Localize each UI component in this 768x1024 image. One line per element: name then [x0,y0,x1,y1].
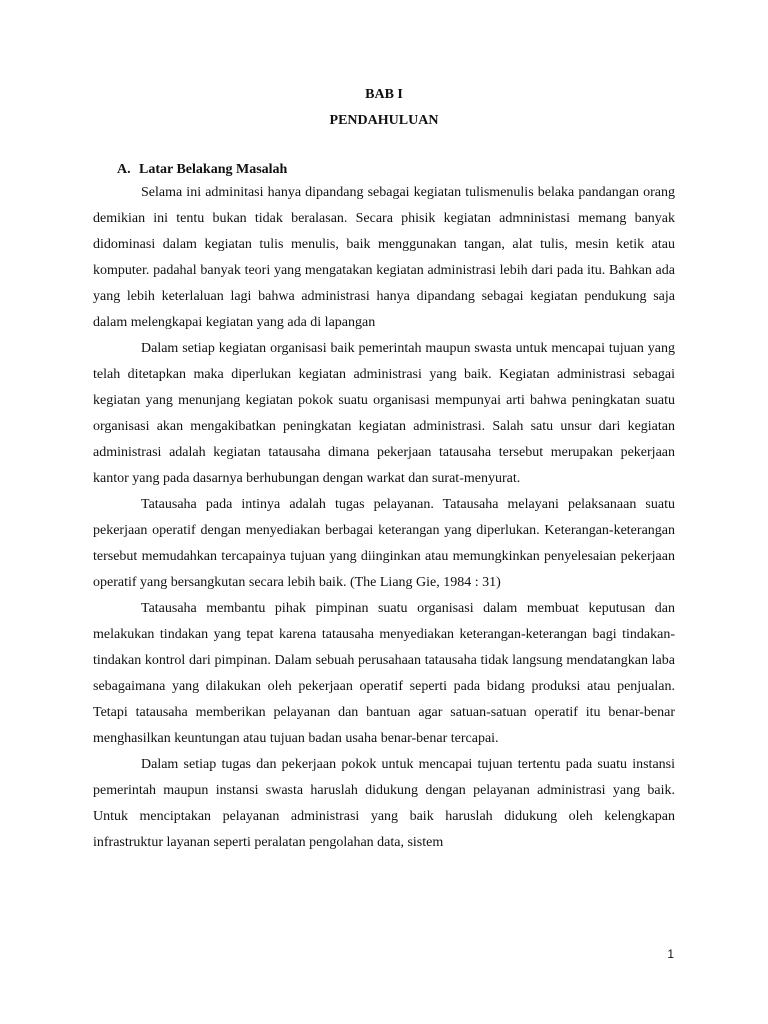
paragraph: Dalam setiap kegiatan organisasi baik pemerintah maupun swasta untuk mencapai tujuan yang telah ditetapkan maka diperlukan kegiatan administrasi yang baik. Kegiatan administrasi sebagai kegiatan yang menunjang kegiatan pokok suatu organisasi mempunyai arti bahwa peningkatan suatu organisasi akan mengakibatkan peningkatan kegiatan administrasi. Salah satu unsur dari kegiatan administrasi adalah kegiatan tatausaha dimana pekerjaan tatausaha tersebut merupakan pekerjaan kantor yang pada dasarnya berhubungan dengan warkat dan surat-menyurat. [93,341,675,486]
paragraph: Selama ini adminitasi hanya dipandang sebagai kegiatan tulismenulis belaka pandangan orang demikian ini tentu bukan tidak beralasan. Secara phisik kegiatan admninistasi memang banyak didominasi dalam kegiatan tulis menulis, baik menggunakan tangan, alat tulis, mesin ketik atau komputer. padahal banyak teori yang mengatakan kegiatan administrasi lebih dari pada itu. Bahkan ada yang lebih keterlaluan lagi bahwa administrasi hanya dipandang sebagai kegiatan pendukung saja dalam melengkapai kegiatan yang ada di lapangan [93,185,675,330]
paragraph: Tatausaha membantu pihak pimpinan suatu organisasi dalam membuat keputusan dan melakukan tindakan yang tepat karena tatausaha menyediakan keterangan-keterangan bagi tindakan-tindakan kontrol dari pimpinan. Dalam sebuah perusahaan tatausaha tidak langsung mendatangkan laba sebagaimana yang dilakukan oleh pekerjaan operatif seperti pada bidang produksi atau penjualan. Tetapi tatausaha memberikan pelayanan dan bantuan agar satuan-satuan operatif itu benar-benar menghasilkan keuntungan atau tujuan badan usaha benar-benar tercapai. [93,601,675,746]
paragraph: Dalam setiap tugas dan pekerjaan pokok untuk mencapai tujuan tertentu pada suatu instansi pemerintah maupun instansi swasta haruslah didukung dengan pelayanan administrasi yang baik. Untuk menciptakan pelayanan administrasi yang baik haruslah didukung oleh kelengkapan infrastruktur layanan seperti peralatan pengolahan data, sistem [93,757,675,850]
paragraph: Tatausaha pada intinya adalah tugas pelayanan. Tatausaha melayani pelaksanaan suatu pekerjaan operatif dengan menyediakan berbagai keterangan yang diperlukan. Keterangan-keterangan tersebut memudahkan tercapainya tujuan yang diinginkan atau memungkinkan penyelesaian pekerjaan operatif yang bersangkutan secara lebih baik. (The Liang Gie, 1984 : 31) [93,497,675,590]
page-number: 1 [667,947,674,961]
section-marker: A. [117,162,131,177]
body-text [93,180,675,856]
section-title: Latar Belakang Masalah [139,162,288,177]
chapter-number: BAB I [365,87,403,102]
section-heading [117,161,287,179]
chapter-title: PENDAHULUAN [329,113,439,128]
